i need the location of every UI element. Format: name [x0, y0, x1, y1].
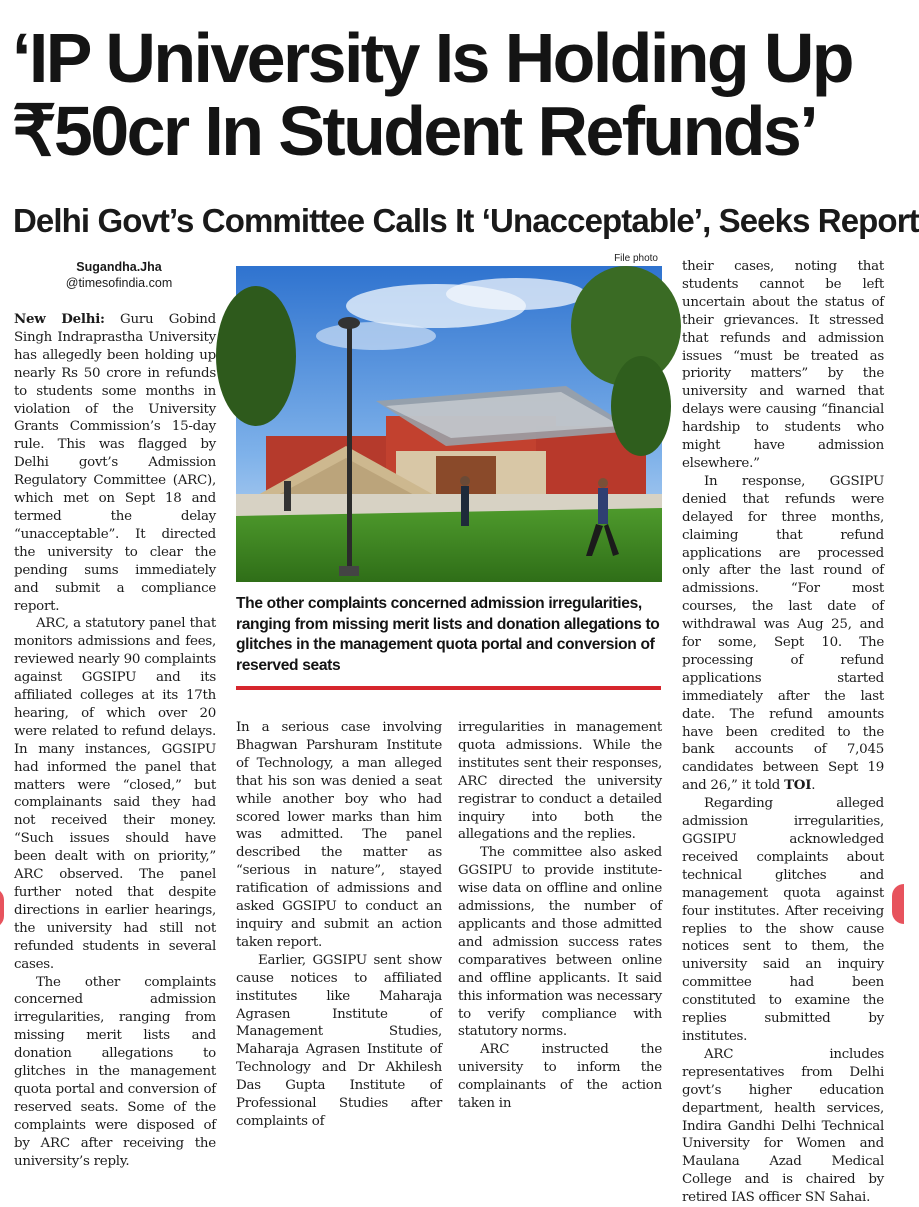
- author-email: @timesofindia.com: [65, 276, 173, 290]
- article-column-3: [458, 719, 662, 1113]
- paragraph-text: In response, GGSIPU denied that refunds were delayed for three months, claiming that refund applications are processed only after the last round of admissions. “For most courses, the last date of withdrawal was Aug 25, and for some, Sept 10. The processing of refund applications started immediately after the last date. The refund amounts have been credited to the bank accounts of 7,045 candidates between Sept 19 and 26,” it told: [682, 473, 884, 794]
- paragraph: In a serious case involving Bhagwan Parshuram Institute of Technology, a man alleged that his son was denied a seat while another boy who had scored lower marks than him was admitted. The panel described the matter as “serious in nature”, stayed ratification of admissions and asked GGSIPU to conduct an inquiry and submit an action taken report.: [236, 720, 442, 950]
- article-column-4: [682, 258, 884, 1207]
- dateline: New Delhi:: [14, 311, 105, 327]
- paragraph: [14, 311, 216, 615]
- headline-line-2: ₹50cr In Student Refunds’: [12, 92, 817, 170]
- paragraph: their cases, noting that students cannot be left uncertain about the status of their grievances. It stressed that refunds and admission issues “must be treated as priority matters” by the university and warned that delays were causing “financial hardship to students who might have admission elsewhere.”: [682, 259, 884, 471]
- paragraph: ARC instructed the university to inform the complainants of the action taken in: [458, 1042, 662, 1112]
- paragraph: The other complaints concerned admission irregularities, ranging from missing merit lists and donation allegations to glitches in the management quota portal and conversion of reserved seats. Some of the complaints were disposed of by ARC after receiving the university’s reply.: [14, 974, 216, 1169]
- pull-quote-rule: [236, 686, 661, 690]
- headline: [12, 19, 888, 170]
- campus-photo-illustration: [236, 266, 662, 582]
- author-name: Sugandha.Jha: [76, 260, 162, 274]
- byline: [14, 259, 224, 292]
- page-edge-marker-left: [0, 888, 4, 928]
- article-column-2: [236, 719, 442, 1131]
- pull-quote: The other complaints concerned admission irregularities, ranging from missing merit lists and donation allegations to glitches in the management quota portal and conversion of reserved seats: [236, 595, 660, 675]
- headline-line-1: ‘IP University Is Holding Up: [12, 19, 852, 97]
- paragraph: Earlier, GGSIPU sent show cause notices to affiliated institutes like Maharaja Agrasen Institute of Management Studies, Maharaja Agrasen Institute of Technology and Dr Akhilesh Das Gupta Institute of Professional Studies after complaints of: [236, 952, 442, 1129]
- paragraph-text: Guru Gobind Singh Indraprastha University has allegedly been holding up nearly Rs 50 crore in refunds to students some months in violation of the University Grants Commission’s 15-day rule. This was flagged by Delhi govt’s Admission Regulatory Committee (ARC), which met on Sept 18 and termed the delay “unacceptable”. It directed the university to clear the pending sums immediately and submit a compliance report.: [14, 312, 217, 614]
- campus-photo: [236, 266, 662, 582]
- paragraph: ARC includes representatives from Delhi govt’s higher education department, health services, Indira Gandhi Delhi Technical University for Women and Maulana Azad Medical College and is chaired by retired IAS officer SN Sahai.: [682, 1046, 884, 1206]
- article-column-1: [14, 311, 216, 1171]
- paragraph: The committee also asked GGSIPU to provide institute-wise data on offline and online admissions, the number of applicants and those admitted and admission success rates comparatives between online and offline applicants. It said this information was necessary to verify compliance with statutory norms.: [458, 845, 662, 1040]
- paragraph-end: .: [811, 778, 816, 794]
- photo-credit: File photo: [614, 253, 658, 264]
- subheadline: Delhi Govt’s Committee Calls It ‘Unacceptable’, Seeks Report: [13, 202, 919, 239]
- page-edge-marker-right: [892, 884, 904, 924]
- paragraph: [682, 473, 884, 795]
- paragraph: Regarding alleged admission irregularities, GGSIPU acknowledged received complaints about technical glitches and management quota against four institutes. After receiving replies to the show cause notices sent to them, the university said an inquiry committee had been constituted to examine the replies submitted by institutes.: [682, 796, 884, 1044]
- publication-name: TOI: [784, 777, 812, 794]
- paragraph: ARC, a statutory panel that monitors admissions and fees, reviewed nearly 90 complaints against GGSIPU and its affiliated colleges at its 17th hearing, of which over 20 were related to refund delays. In many instances, GGSIPU had informed the panel that matters were “closed,” but complainants said they had not received their money. “Such issues should have been dealt with on priority,” ARC observed. The panel further noted that despite directions in earlier hearings, the university had still not refunded students in several cases.: [14, 616, 216, 972]
- paragraph: irregularities in management quota admissions. While the institutes sent their responses, ARC directed the university registrar to conduct a detailed inquiry into both the allegations and the replies.: [458, 720, 662, 843]
